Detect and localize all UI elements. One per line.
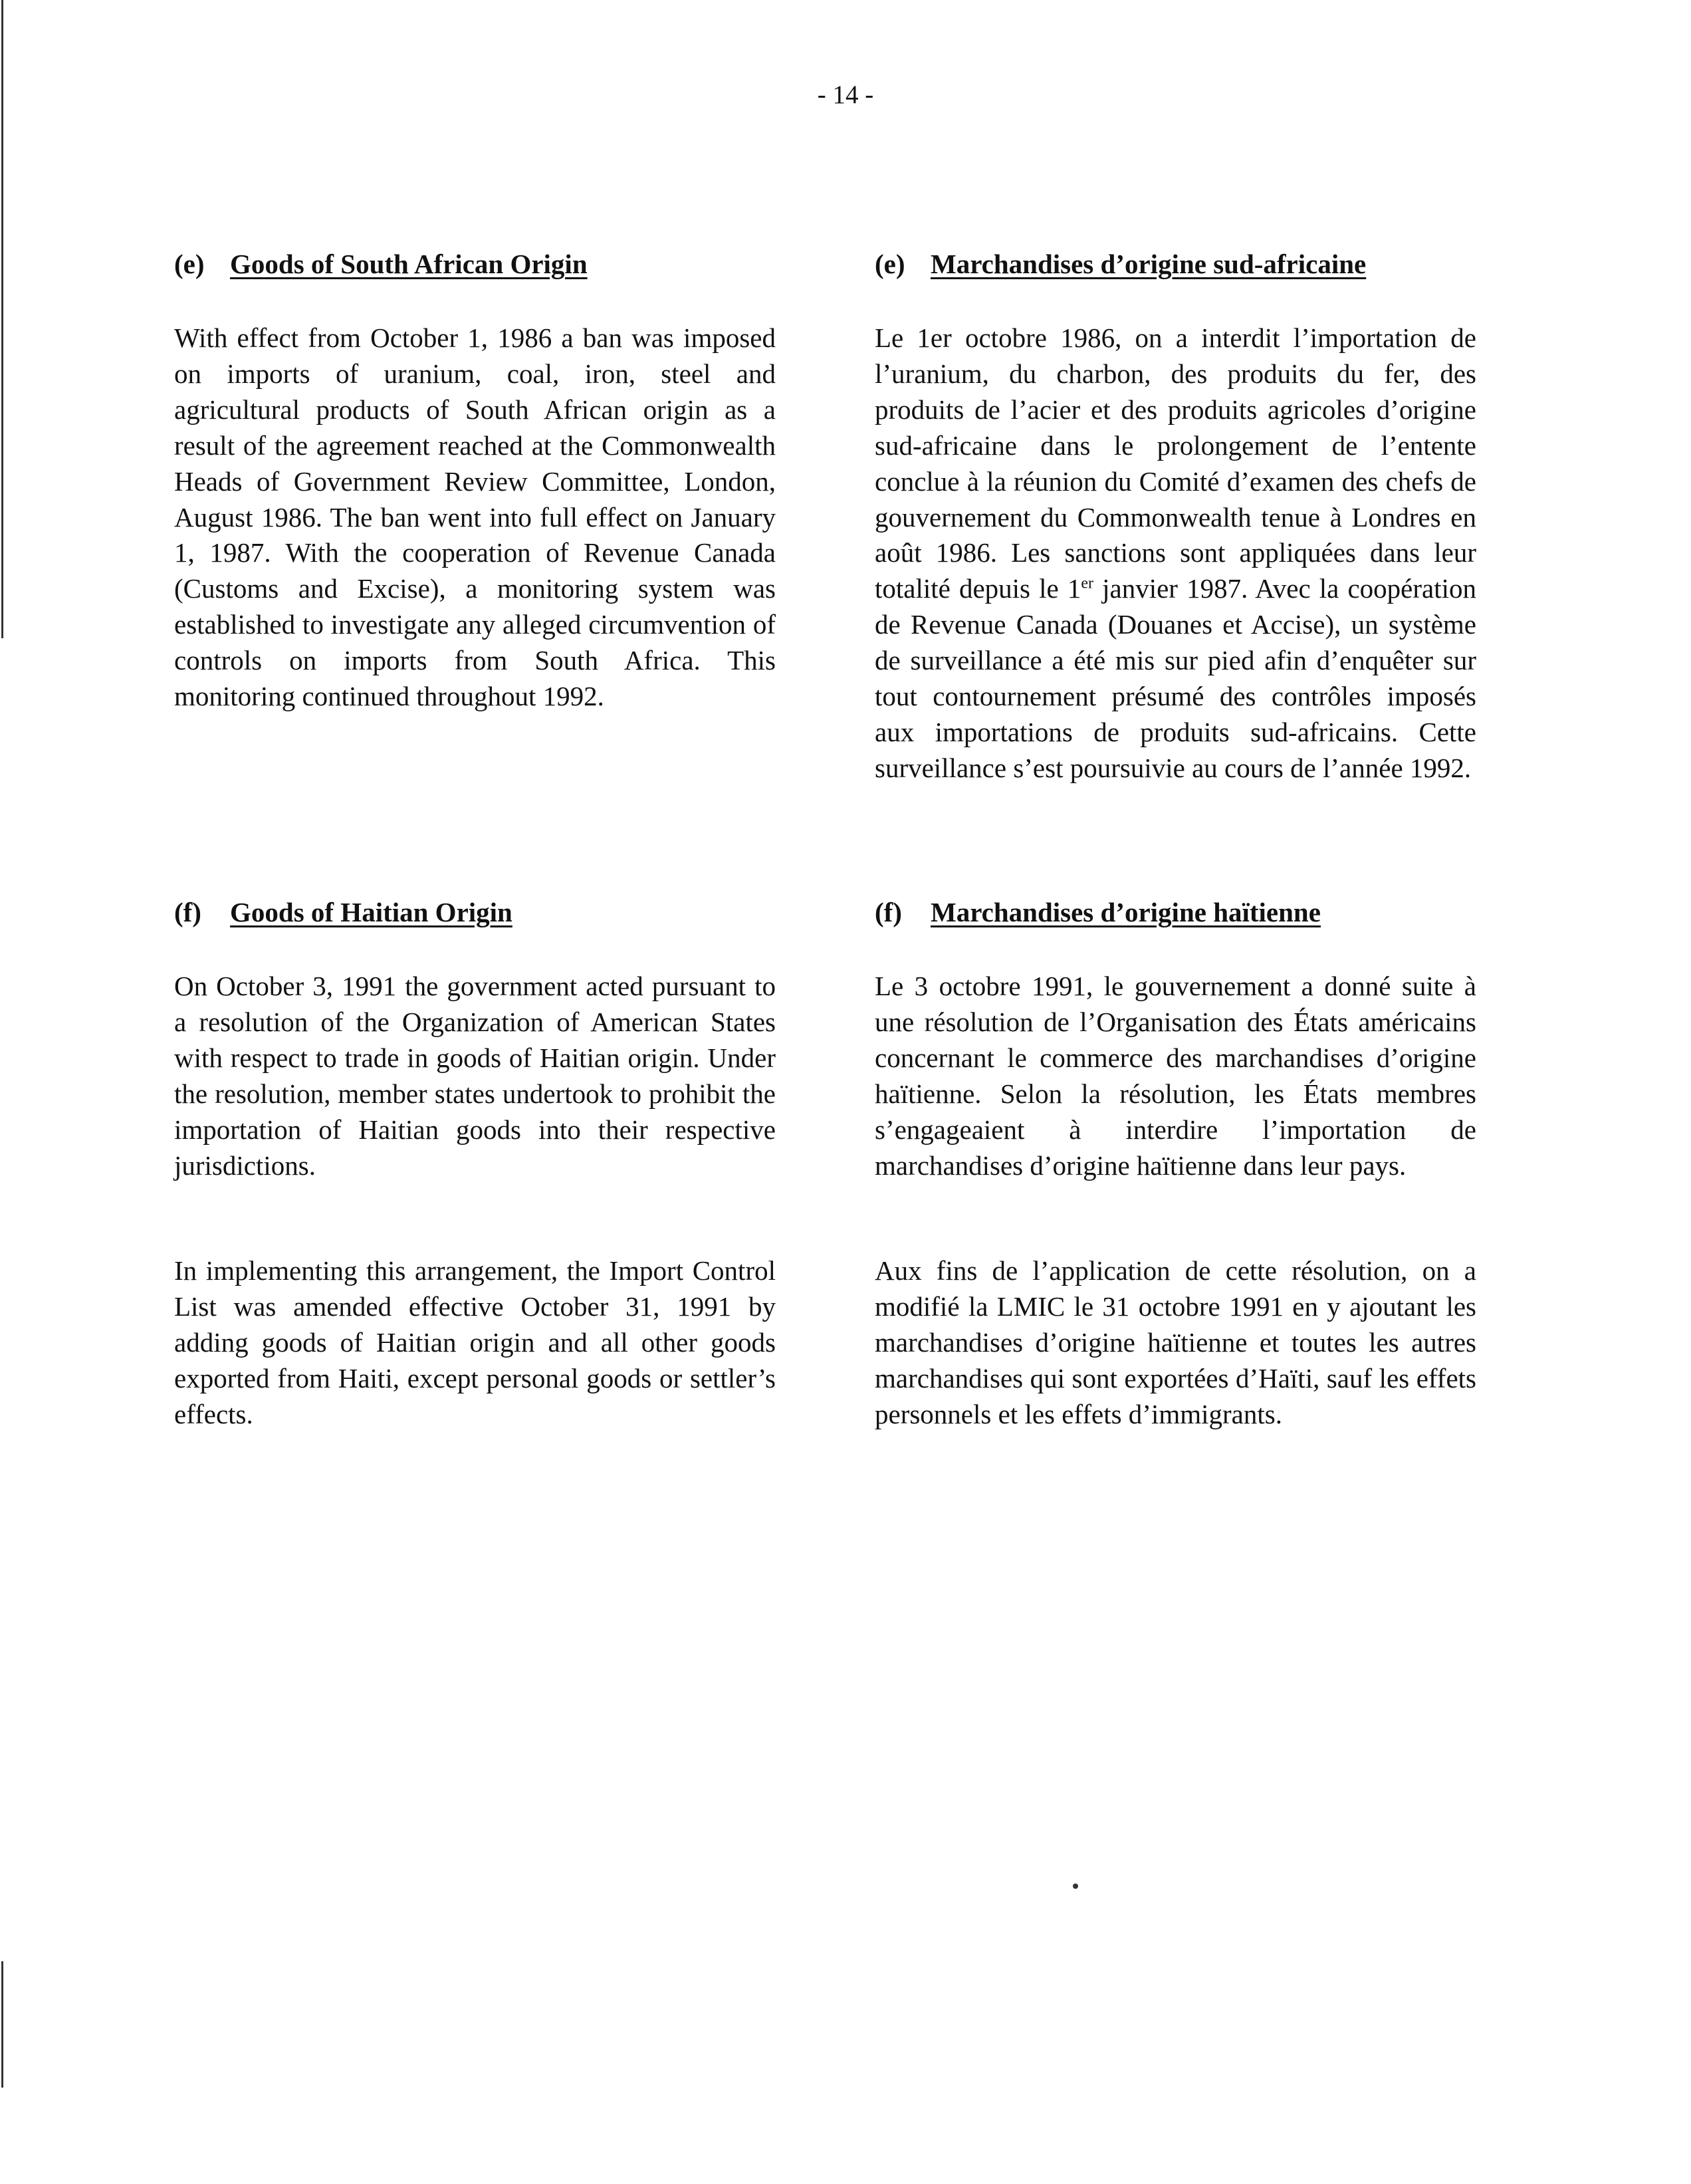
section-title: Goods of South African Origin (230, 249, 588, 279)
english-section-e (174, 246, 776, 712)
english-section-f-heading (174, 894, 776, 930)
english-section-f-paragraph-1: On October 3, 1991 the government acted pursuant to a resolution of the Organization of American States with respect to trade in goods of Haitian origin. Under the resolution, member states undertook to prohibit the importation of Haitian goods into their respective jurisdictions. (174, 971, 776, 1181)
section-marker: (f) (875, 897, 902, 927)
section-marker: (e) (875, 249, 905, 279)
ordinal-superscript: er (1081, 574, 1093, 592)
french-section-f (875, 894, 1476, 1429)
french-section-f-paragraph-1: Le 3 octobre 1991, le gouvernement a donné suite à une résolution de l’Organisation des États américains concernant le commerce des marchandises d’origine haïtienne. Selon la résolution, les États membres s’engageaient à interdire l’importation de marchandises d’origine haïtienne dans leur pays. (875, 971, 1476, 1181)
french-section-f-paragraph-2: Aux fins de l’application de cette résolution, on a modifié la LMIC le 31 octobre 1991 en y ajoutant les marchandises d’origine haïtienne et toutes les autres marchandises qui sont exportées d’Haïti, sauf les effets personnels et les effets d’immigrants. (875, 1255, 1476, 1429)
page-number: - 14 - (817, 80, 874, 109)
section-title: Marchandises d’origine haïtienne (931, 897, 1321, 927)
paragraph-text: janvier 1987. Avec la coopération de Revenue Canada (Douanes et Accise), un système de surveillance a été mis sur pied afin d’enquêter sur tout contournement présumé des contrôles imposés aux importations de produits sud-africains. Cette surveillance s’est poursuivie au cours de l’année 1992. (875, 573, 1476, 783)
french-section-f-heading (875, 894, 1476, 930)
french-section-e-heading (875, 246, 1476, 282)
french-section-e (875, 246, 1476, 783)
scan-edge-line (1, 0, 3, 638)
scan-speck (1073, 1883, 1078, 1889)
scan-edge-line (1, 1961, 3, 2088)
section-title: Marchandises d’origine sud-africaine (931, 249, 1367, 279)
english-section-f (174, 894, 776, 1429)
english-section-f-paragraph-2: In implementing this arrangement, the Import Control List was amended effective October 31, 1991 by adding goods of Haitian origin and all other goods exported from Haiti, except personal goods or settler’s effects. (174, 1255, 776, 1429)
paragraph-text: Le 1er octobre 1986, on a interdit l’importation de l’uranium, du charbon, des produits du fer, des produits de l’acier et des produits agricoles d’origine sud-africaine dans le prolongement de l’entente conclue à la réunion du Comité d’examen des chefs de gouvernement du Commonwealth tenue à Londres en août 1986. Les sanctions sont appliquées dans leur totalité depuis le 1 (875, 322, 1476, 604)
french-section-e-paragraph (875, 320, 1476, 787)
english-section-e-heading (174, 246, 776, 282)
section-marker: (e) (174, 249, 205, 279)
section-marker: (f) (174, 897, 201, 927)
section-title: Goods of Haitian Origin (230, 897, 512, 927)
english-section-e-paragraph: With effect from October 1, 1986 a ban was imposed on imports of uranium, coal, iron, steel and agricultural products of South African origin as a result of the agreement reached at the Commonwealth Heads of Government Review Committee, London, August 1986. The ban went into full effect on January 1, 1987. With the cooperation of Revenue Canada (Customs and Excise), a monitoring system was established to investigate any alleged circumvention of controls on imports from South Africa. This monitoring continued throughout 1992. (174, 322, 776, 712)
